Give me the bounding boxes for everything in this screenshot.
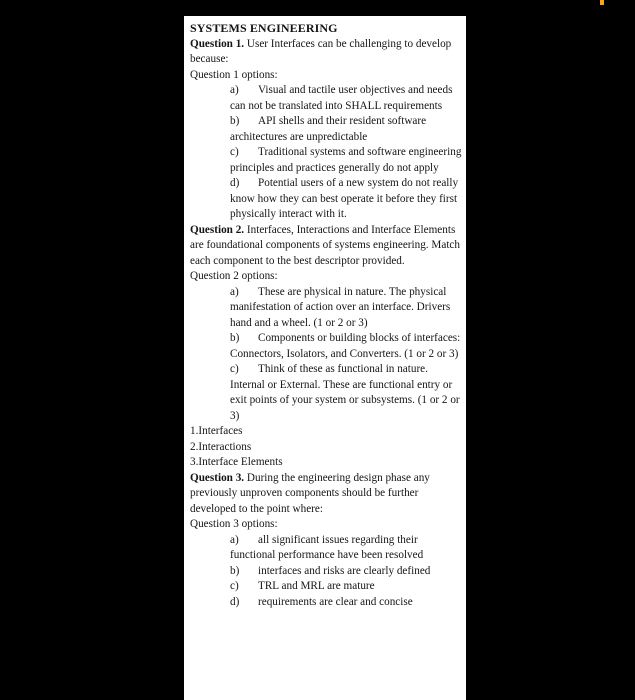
question-3-label: Question 3. (190, 471, 245, 484)
option-letter: b) (230, 332, 240, 344)
question-2-options-label: Question 2 options: (190, 270, 278, 282)
option-letter: a) (230, 285, 239, 298)
question-3-text: During the engineering design phase any previously unproven components should be further developed to the point where: (190, 471, 430, 515)
question-1-option-d (190, 176, 462, 223)
match-item-interface-elements: 3.Interface Elements (190, 456, 283, 468)
option-letter: b) (230, 564, 240, 577)
option-letter: d) (230, 177, 240, 189)
option-letter: a) (230, 533, 239, 546)
question-2-label: Question 2. (190, 223, 245, 236)
option-text: Traditional systems and software engineering principles and practices generally do not apply (230, 146, 462, 174)
accent-mark (600, 0, 604, 5)
question-2-option-b (190, 331, 462, 362)
question-3 (190, 471, 462, 518)
document-title: SYSTEMS ENGINEERING (190, 21, 338, 35)
question-1-options-label: Question 1 options: (190, 68, 278, 81)
option-letter: a) (230, 84, 239, 96)
option-letter: c) (230, 580, 239, 592)
question-3-option-c (190, 579, 462, 595)
question-3-option-a (190, 533, 462, 564)
option-text: all significant issues regarding their functional performance have been resolved (230, 533, 424, 561)
question-2-text: Interfaces, Interactions and Interface Elements are foundational components of systems engineering. Match each component to the best descriptor provided. (190, 223, 460, 267)
option-text: interfaces and risks are clearly defined (258, 564, 431, 577)
option-text: Visual and tactile user objectives and needs can not be translated into SHALL requirements (230, 84, 453, 112)
question-3-option-b (190, 564, 462, 580)
question-3-options-label: Question 3 options: (190, 518, 278, 530)
option-letter: d) (230, 595, 240, 608)
option-text: Components or building blocks of interfaces: Connectors, Isolators, and Converters. (1 or 2 or 3) (230, 332, 461, 360)
question-3-option-d (190, 595, 462, 611)
question-1-text: User Interfaces can be challenging to develop because: (190, 37, 452, 65)
match-item-interactions: 2.Interactions (190, 440, 252, 453)
question-1 (190, 37, 462, 68)
option-text: requirements are clear and concise (258, 595, 413, 608)
document-content (190, 21, 462, 610)
option-text: API shells and their resident software architectures are unpredictable (230, 115, 427, 143)
option-text: Potential users of a new system do not really know how they can best operate it before they first physically interact with it. (230, 177, 459, 220)
option-text: These are physical in nature. The physical manifestation of action over an interface. Drivers hand and a wheel. (1 or 2 or 3) (230, 285, 451, 329)
option-letter: c) (230, 146, 239, 158)
question-1-option-a (190, 83, 462, 114)
question-2-option-c (190, 362, 462, 424)
question-1-option-c (190, 145, 462, 176)
match-item-interfaces: 1.Interfaces (190, 425, 243, 437)
document-page (184, 16, 466, 700)
question-1-option-b (190, 114, 462, 145)
question-2 (190, 223, 462, 270)
question-2-option-a (190, 285, 462, 332)
option-text: TRL and MRL are mature (258, 580, 375, 592)
option-letter: b) (230, 115, 240, 127)
option-text: Think of these as functional in nature. Internal or External. These are functional entry or exit points of your system or subsystems. (1 or 2 or 3) (230, 363, 460, 422)
question-1-label: Question 1. (190, 37, 245, 50)
option-letter: c) (230, 363, 239, 375)
